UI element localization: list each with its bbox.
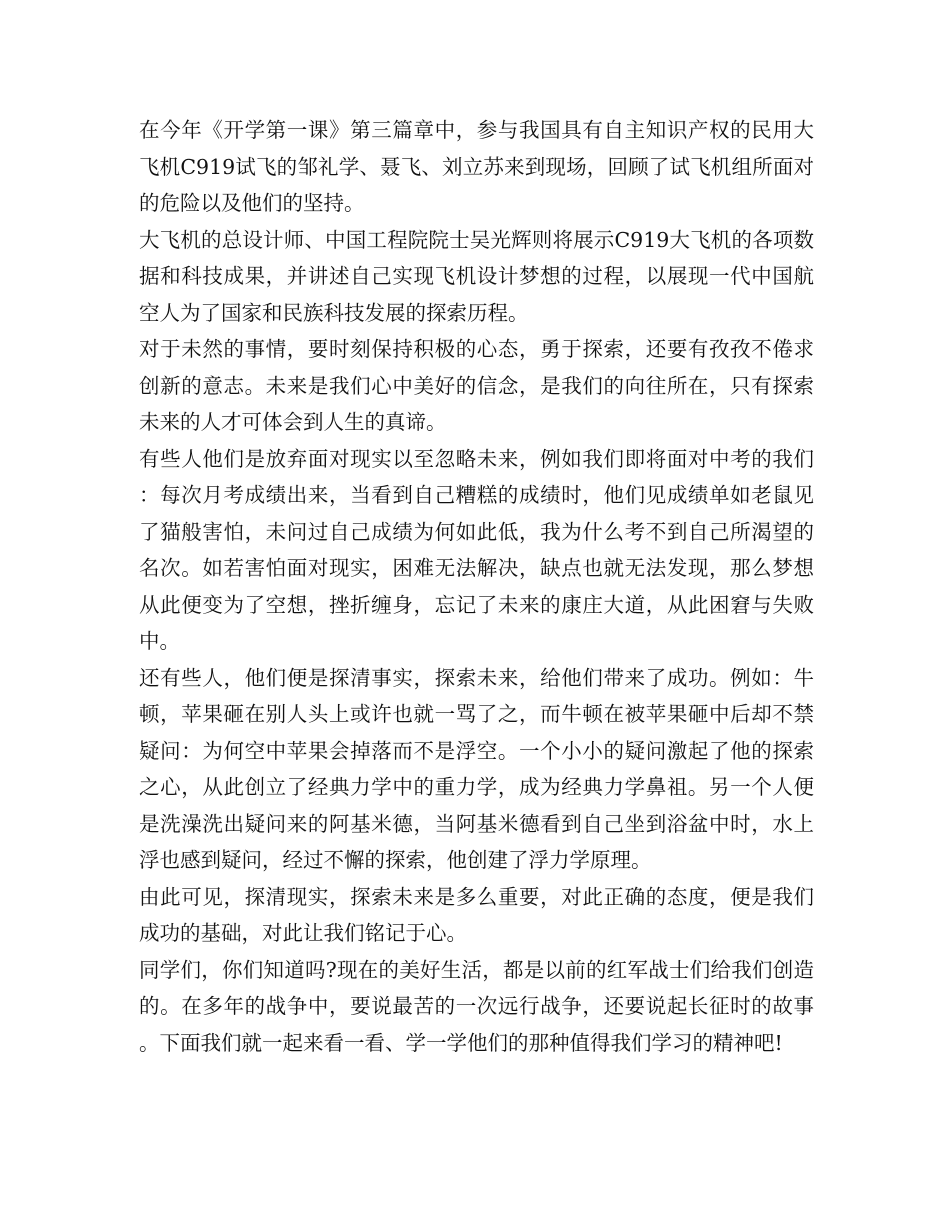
paragraph: 对于未然的事情，要时刻保持积极的心态，勇于探索，还要有孜孜不倦求创新的意志。未来是我们心中美好的信念，是我们的向往所在，只有探索未来的人才可体会到人生的真谛。	[139, 337, 814, 434]
paragraph: 大飞机的总设计师、中国工程院院士吴光辉则将展示C919大飞机的各项数据和科技成果，并讲述自己实现飞机设计梦想的过程，以展现一代中国航空人为了国家和民族科技发展的探索历程。	[139, 227, 814, 325]
document-body	[139, 112, 814, 1061]
paragraph: 同学们，你们知道吗?现在的美好生活，都是以前的红军战士们给我们创造的。在多年的战争中，要说最苦的一次远行战争，还要说起长征时的故事。下面我们就一起来看一看、学一学他们的那种值得我们学习的精神吧!	[139, 957, 814, 1055]
paragraph: 在今年《开学第一课》第三篇章中，参与我国具有自主知识产权的民用大飞机C919试飞的邹礼学、聂飞、刘立苏来到现场，回顾了试飞机组所面对的危险以及他们的坚持。	[139, 118, 814, 215]
paragraph: 由此可见，探清现实，探索未来是多么重要，对此正确的态度，便是我们成功的基础，对此让我们铭记于心。	[139, 884, 814, 945]
paragraph: 有些人他们是放弃面对现实以至忽略未来，例如我们即将面对中考的我们：每次月考成绩出来，当看到自己糟糕的成绩时，他们见成绩单如老鼠见了猫般害怕，未问过自己成绩为何如此低，我为什么考不到自己所渴望的名次。如若害怕面对现实，困难无法解决，缺点也就无法发现，那么梦想从此便变为了空想，挫折缠身，忘记了未来的康庄大道，从此困窘与失败中。	[139, 446, 814, 653]
paragraph: 还有些人，他们便是探清事实，探索未来，给他们带来了成功。例如：牛顿，苹果砸在别人头上或许也就一骂了之，而牛顿在被苹果砸中后却不禁疑问：为何空中苹果会掉落而不是浮空。一个小小的疑问激起了他的探索之心，从此创立了经典力学中的重力学，成为经典力学鼻祖。另一个人便是洗澡洗出疑问来的阿基米德，当阿基米德看到自己坐到浴盆中时，水上浮也感到疑问，经过不懈的探索，他创建了浮力学原理。	[139, 665, 814, 872]
